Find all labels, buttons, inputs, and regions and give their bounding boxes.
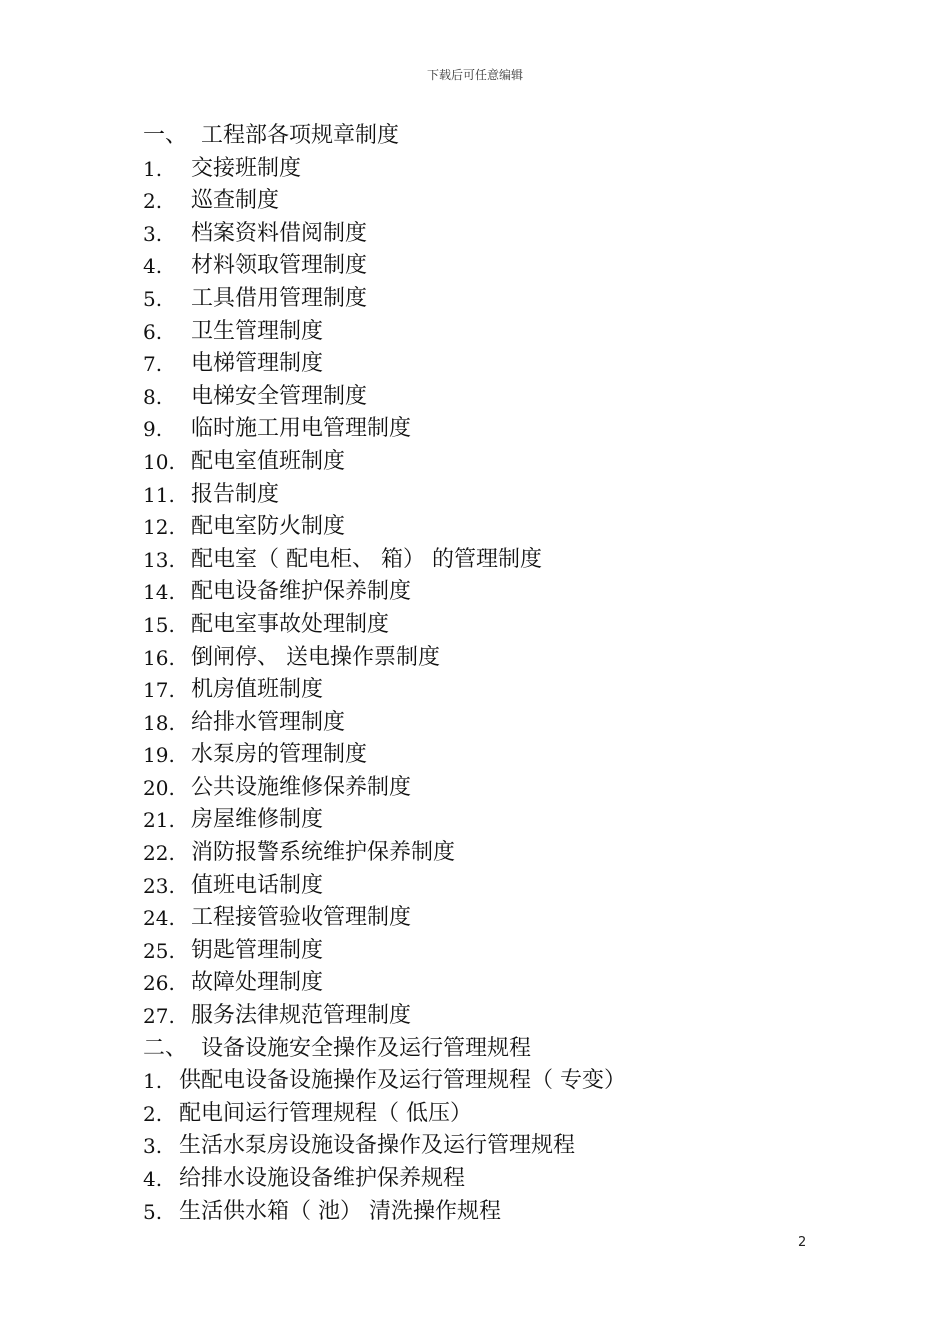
item-text: 倒闸停、 送电操作票制度: [191, 644, 440, 670]
item-text: 工具借用管理制度: [191, 285, 368, 311]
item-number: 16.: [143, 645, 175, 670]
section-heading-1: [143, 120, 843, 153]
list-item: [143, 479, 843, 512]
list-item: [143, 674, 843, 707]
list-item: [143, 804, 843, 837]
list-item: [143, 316, 843, 349]
item-text: 生活供水箱（ 池） 清洗操作规程: [179, 1198, 501, 1224]
section-heading-2: [143, 1033, 843, 1066]
item-number: 15.: [143, 612, 175, 637]
item-number: 4.: [143, 1167, 163, 1191]
item-text: 给排水设施设备维护保养规程: [179, 1166, 466, 1191]
list-item: [143, 446, 843, 479]
list-item: [143, 935, 843, 968]
list-item: [143, 902, 843, 935]
section-1-list: [143, 153, 843, 1033]
item-text: 生活水泵房设施设备操作及运行管理规程: [179, 1133, 576, 1159]
list-item: [143, 283, 843, 316]
list-item: [143, 1098, 843, 1131]
item-number: 27.: [143, 1004, 175, 1029]
item-number: 11.: [143, 482, 175, 507]
item-number: 10.: [143, 449, 175, 474]
item-text: 材料领取管理制度: [191, 253, 368, 279]
item-number: 19.: [143, 743, 175, 768]
item-text: 配电室防火制度: [191, 514, 346, 540]
item-text: 公共设施维修保养制度: [191, 774, 412, 800]
list-item: [143, 1130, 843, 1163]
item-number: 23.: [143, 873, 175, 898]
item-number: 7.: [143, 352, 163, 377]
item-text: 房屋维修制度: [191, 807, 324, 833]
item-number: 8.: [143, 384, 163, 409]
list-item: [143, 1163, 843, 1196]
item-text: 消防报警系统维护保养制度: [191, 840, 456, 866]
item-text: 电梯管理制度: [191, 351, 324, 377]
list-item: [143, 1196, 843, 1229]
item-text: 配电间运行管理规程（ 低压）: [179, 1100, 472, 1126]
item-text: 配电设备维护保养制度: [191, 579, 412, 605]
item-number: 24.: [143, 906, 175, 931]
list-item: [143, 967, 843, 1000]
list-item: [143, 348, 843, 381]
item-number: 13.: [143, 547, 175, 572]
item-text: 钥匙管理制度: [191, 937, 324, 963]
item-text: 值班电话制度: [191, 872, 324, 898]
item-text: 档案资料借阅制度: [191, 220, 368, 246]
item-number: 4.: [143, 254, 163, 279]
item-text: 给排水管理制度: [191, 709, 346, 735]
list-item: [143, 381, 843, 414]
item-number: 9.: [143, 417, 163, 442]
item-text: 报告制度: [191, 481, 280, 507]
list-item: [143, 870, 843, 903]
item-number: 18.: [143, 710, 175, 735]
item-number: 20.: [143, 775, 175, 800]
item-number: 22.: [143, 841, 175, 866]
item-number: 21.: [143, 808, 175, 833]
section-number: 二、: [143, 1035, 188, 1061]
item-text: 配电室事故处理制度: [191, 611, 390, 637]
item-number: 26.: [143, 971, 175, 996]
list-item: [143, 218, 843, 251]
item-number: 2.: [143, 189, 163, 214]
item-text: 工程接管验收管理制度: [191, 905, 412, 931]
item-number: 17.: [143, 678, 175, 703]
list-item: [143, 609, 843, 642]
item-number: 5.: [143, 286, 163, 311]
list-item: [143, 837, 843, 870]
item-text: 供配电设备设施操作及运行管理规程（ 专变）: [179, 1068, 626, 1094]
item-text: 配电室值班制度: [191, 448, 346, 474]
list-item: [143, 250, 843, 283]
list-item: [143, 1065, 843, 1098]
item-number: 3.: [143, 1134, 163, 1159]
item-text: 机房值班制度: [191, 677, 324, 703]
item-text: 巡查制度: [191, 188, 280, 214]
item-text: 服务法律规范管理制度: [191, 1003, 412, 1029]
list-item: [143, 1000, 843, 1033]
item-text: 电梯安全管理制度: [191, 383, 368, 409]
document-body: [143, 120, 843, 1228]
section-title: 工程部各项规章制度: [201, 123, 400, 148]
list-item: [143, 642, 843, 675]
item-number: 14.: [143, 580, 175, 605]
list-item: [143, 185, 843, 218]
list-item: [143, 153, 843, 186]
item-number: 1.: [143, 1069, 163, 1094]
item-number: 3.: [143, 221, 163, 246]
item-number: 5.: [143, 1199, 163, 1224]
item-text: 水泵房的管理制度: [191, 742, 368, 768]
list-item: [143, 707, 843, 740]
item-number: 1.: [143, 156, 163, 181]
section-2-list: [143, 1065, 843, 1228]
list-item: [143, 511, 843, 544]
item-number: 2.: [143, 1101, 163, 1126]
list-item: [143, 544, 843, 577]
list-item: [143, 413, 843, 446]
item-number: 6.: [143, 319, 163, 344]
item-number: 12.: [143, 515, 175, 540]
item-text: 卫生管理制度: [191, 318, 324, 344]
list-item: [143, 772, 843, 805]
section-title: 设备设施安全操作及运行管理规程: [201, 1035, 532, 1061]
item-text: 配电室（ 配电柜、 箱） 的管理制度: [191, 546, 542, 572]
page-header: 下载后可任意编辑: [426, 68, 523, 82]
page-number: 2: [798, 1235, 807, 1250]
item-text: 交接班制度: [191, 155, 302, 181]
section-number: 一、: [143, 123, 188, 148]
list-item: [143, 739, 843, 772]
item-text: 故障处理制度: [191, 970, 324, 996]
item-number: 25.: [143, 938, 175, 963]
item-text: 临时施工用电管理制度: [191, 416, 412, 442]
list-item: [143, 576, 843, 609]
